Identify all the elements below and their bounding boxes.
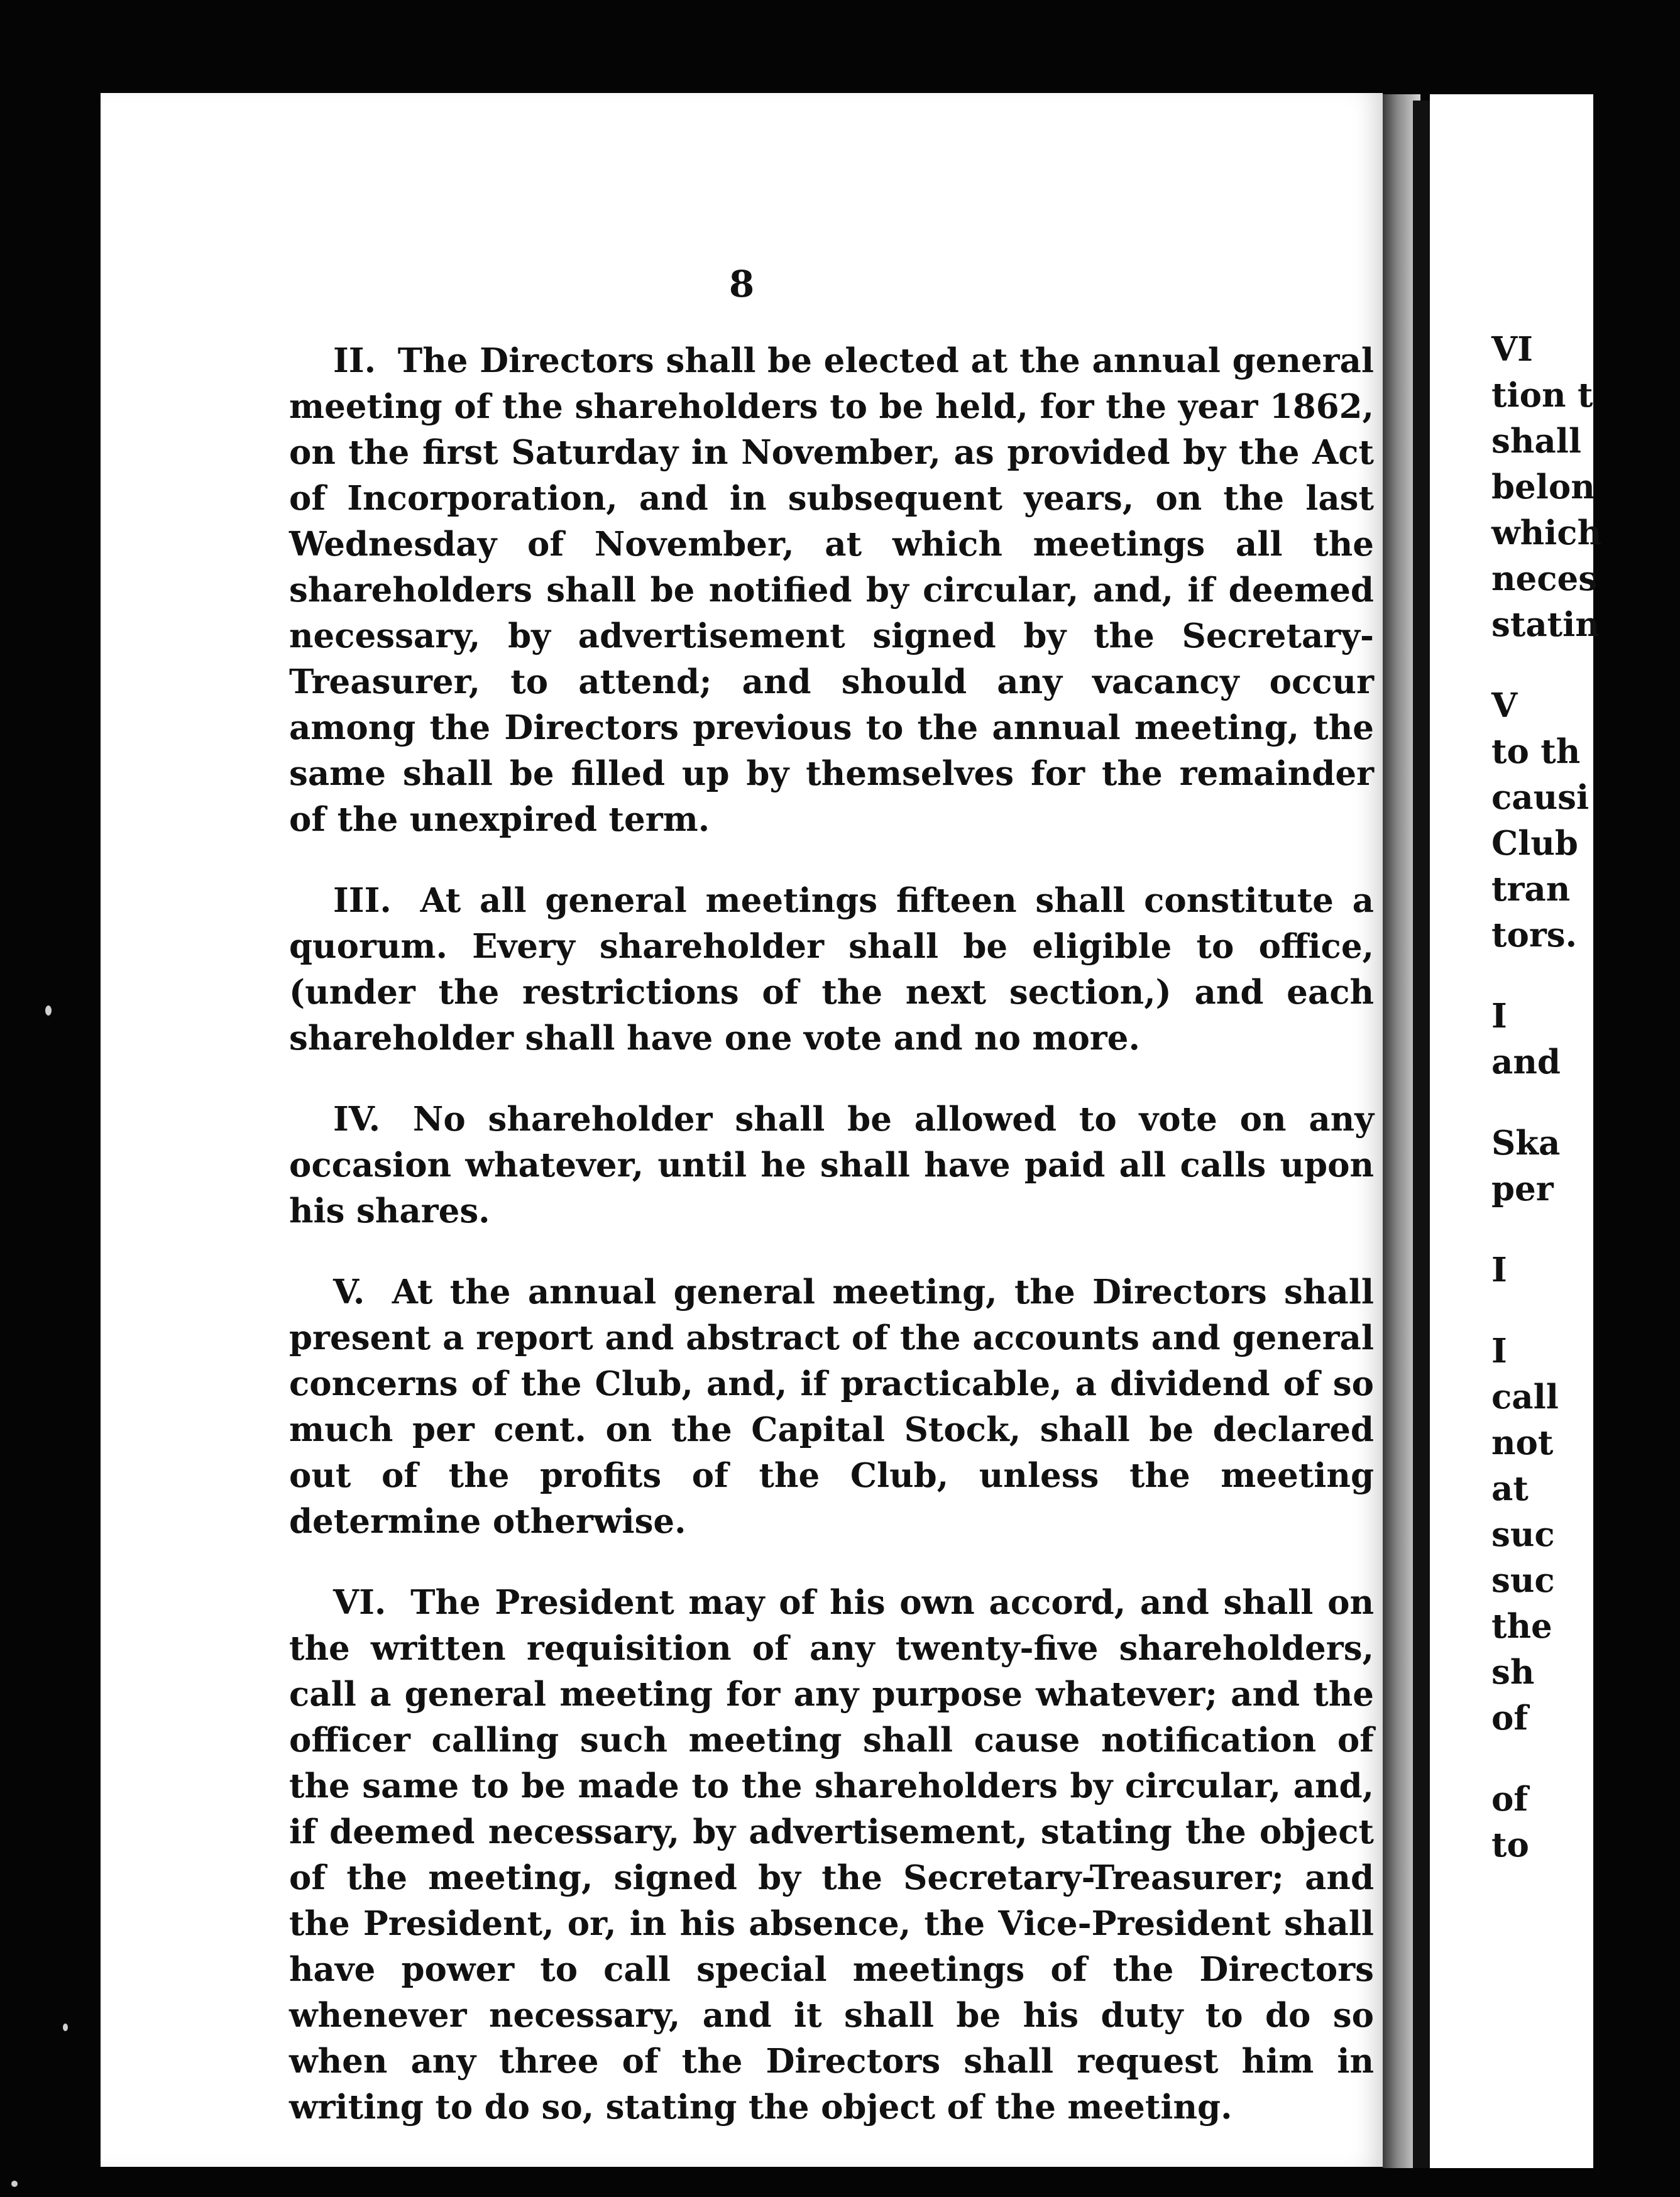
section-ii <box>289 338 1374 843</box>
right-page-fragment-line: which <box>1491 513 1602 552</box>
scan-speck <box>45 1005 52 1016</box>
right-page-fragment-line: suc <box>1491 1561 1555 1600</box>
scan-speck <box>11 2181 18 2187</box>
right-page-fragment-line: call <box>1491 1378 1559 1416</box>
right-page-fragment-line: to <box>1491 1826 1529 1865</box>
right-page-fragment-line: I <box>1491 1251 1507 1290</box>
page-number: 8 <box>728 263 755 305</box>
right-page-fragment-line: I <box>1491 997 1507 1036</box>
right-page-fragment-line: I <box>1491 1332 1507 1371</box>
section-text: The Directors shall be elected at the annual general meeting of the shareholders to be held, for the year 1862, on the first Saturday in November, as provided by the Act of Incorporation, and in subsequent years, on the last Wednesday of November, at which meetings all the shareholders shall be notified by circular, and, if deemed necessary, by advertisement signed by the Secretary-Treasurer, to attend; and should any vacancy occur among the Directors previous to the annual meeting, the same shall be filled up by themselves for the remainder of the unexpired term. <box>289 341 1375 839</box>
fragment-gap <box>1491 958 1680 994</box>
right-page-fragment-line: tors. <box>1491 916 1578 955</box>
section-v <box>289 1269 1374 1545</box>
section-text: The President may of his own accord, and shall on the written requisition of any twenty-five shareholders, call a general meeting for any purpose whatever; and the officer calling such meeting shall cause notification of the same to be made to the shareholders by circular, and, if deemed necessary, by advertisement, stating the object of the meeting, signed by the Secretary-Treasurer; and the President, or, in his absence, the Vice-President shall have power to call special meetings of the Directors whenever necessary, and it shall be his duty to do so when any three of the Directors shall request him in writing to do so, stating the object of the meeting. <box>289 1583 1374 2127</box>
section-numeral: III. <box>333 881 392 920</box>
right-page-fragment-line: causi <box>1491 778 1589 817</box>
fragment-gap <box>1491 1212 1680 1247</box>
right-page-fragment-line: of <box>1491 1780 1529 1819</box>
section-numeral: V. <box>333 1273 365 1312</box>
right-page-fragment-line: shall <box>1491 422 1581 461</box>
section-numeral: IV. <box>333 1100 381 1139</box>
book-spine-edge <box>1413 101 1430 2168</box>
scan-speck <box>63 2024 68 2031</box>
right-page-fragment-line: V <box>1491 686 1518 725</box>
right-page-fragment-line: VI <box>1491 330 1533 369</box>
fragment-gap <box>1491 648 1680 683</box>
fragment-gap <box>1491 1293 1680 1329</box>
right-page-fragment-line: suc <box>1491 1515 1555 1554</box>
right-page-fragment-line: the <box>1491 1607 1552 1646</box>
right-page-fragment-line: neces <box>1491 559 1598 598</box>
right-page-fragment-line: belon <box>1491 468 1595 507</box>
right-page-fragment-line: not <box>1491 1423 1554 1462</box>
right-page-fragment-line: statin <box>1491 605 1600 644</box>
right-page-fragment-line: at <box>1491 1469 1529 1508</box>
right-page-fragment <box>1430 94 1602 2168</box>
right-page-fragment-line: Club <box>1491 824 1578 863</box>
right-page-fragment-line: to th <box>1491 732 1581 771</box>
right-page-fragment-line: tran <box>1491 870 1571 909</box>
page-body-text <box>289 338 1374 2166</box>
section-numeral: VI. <box>333 1583 387 1622</box>
right-page-text-fragments <box>1491 327 1680 1868</box>
right-page-fragment-line: sh <box>1491 1653 1535 1692</box>
section-iii <box>289 878 1374 1061</box>
right-page-fragment-line: per <box>1491 1170 1554 1208</box>
section-vi <box>289 1580 1374 2130</box>
section-numeral: II. <box>333 341 376 380</box>
section-text: No shareholder shall be allowed to vote on any occasion whatever, until he shall have paid all calls upon his shares. <box>289 1100 1374 1230</box>
right-page-fragment-line: tion t <box>1491 376 1593 415</box>
left-page <box>101 93 1383 2167</box>
section-text: At all general meetings fifteen shall constitute a quorum. Every shareholder shall be eligible to office, (under the restrictions of the next section,) and each shareholder shall have one vote and no more. <box>289 881 1374 1058</box>
right-page-fragment-line: of <box>1491 1699 1529 1738</box>
right-page-fragment-line: Ska <box>1491 1124 1561 1163</box>
section-iv <box>289 1097 1374 1234</box>
fragment-gap <box>1491 1741 1680 1777</box>
section-text: At the annual general meeting, the Directors shall present a report and abstract of the accounts and general concerns of the Club, and, if practicable, a dividend of so much per cent. on the Capital Stock, shall be declared out of the profits of the Club, unless the meeting determine otherwise. <box>289 1273 1375 1541</box>
right-page-fragment-line: and <box>1491 1043 1561 1082</box>
fragment-gap <box>1491 1085 1680 1120</box>
